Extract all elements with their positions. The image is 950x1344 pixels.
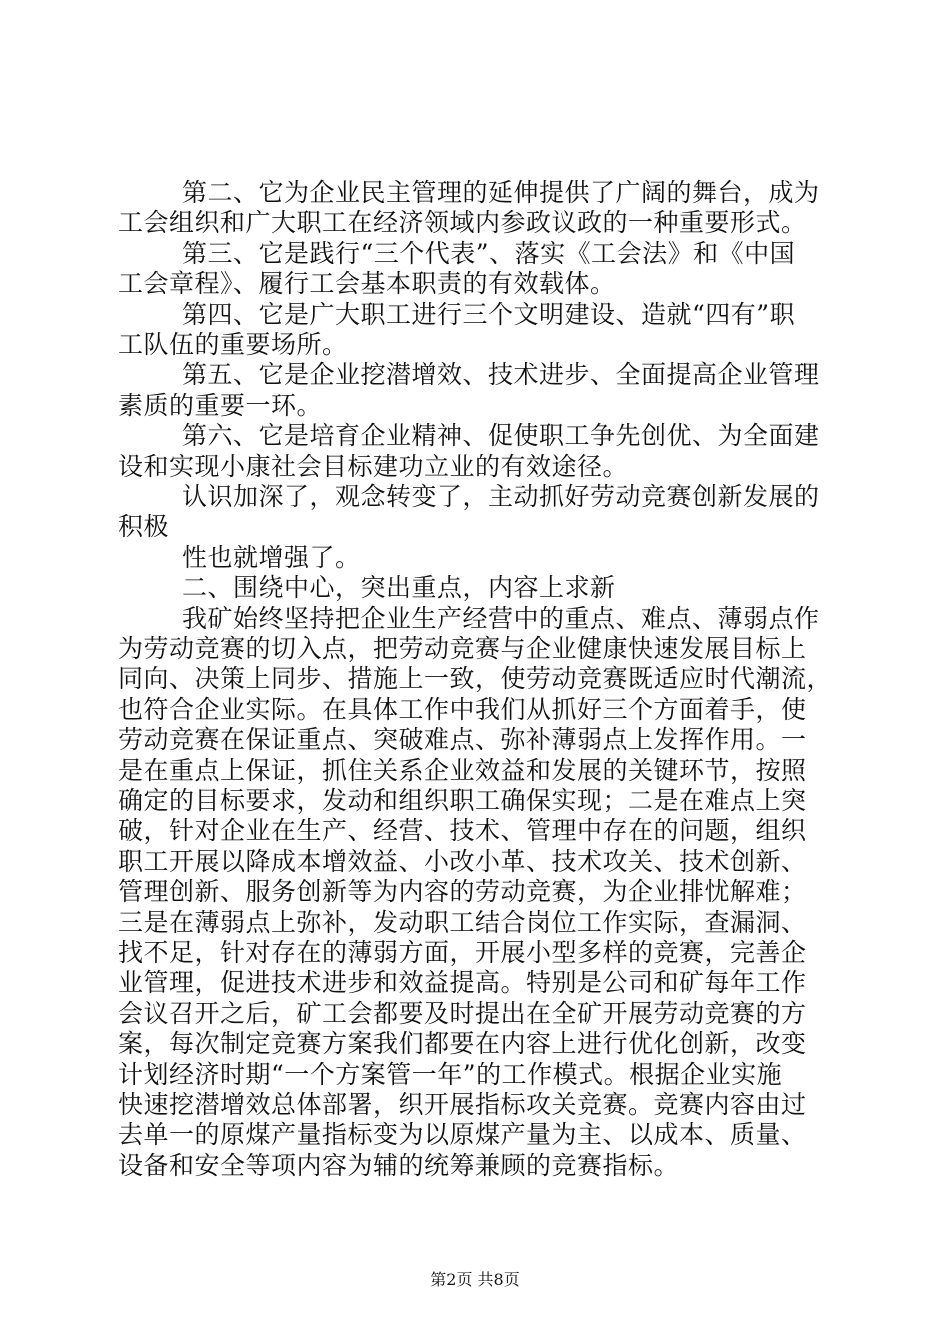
text-line: 确定的目标要求，发动和组织职工确保实现；二是在难点上突 xyxy=(118,786,807,815)
text-line: 我矿始终坚持把企业生产经营中的重点、难点、薄弱点作 xyxy=(182,603,820,633)
text-line: 性也就增强了。 xyxy=(182,542,361,572)
text-line: 工队伍的重要场所。 xyxy=(118,330,348,359)
text-line: 业管理，促进技术进步和效益提高。特别是公司和矿每年工作 xyxy=(118,968,807,998)
text-line: 也符合企业实际。在具体工作中我们从抓好三个方面着手，使 xyxy=(118,694,807,724)
text-line: 三是在薄弱点上弥补，发动职工结合岗位工作实际，查漏洞、 xyxy=(118,907,807,937)
page-number-footer: 第2页 共8页 xyxy=(430,1270,520,1289)
text-line: 认识加深了，观念转变了，主动抓好劳动竞赛创新发展的 xyxy=(182,482,820,511)
text-line: 劳动竞赛在保证重点、突破难点、弥补薄弱点上发挥作用。一 xyxy=(118,725,807,755)
text-line: 案，每次制定竞赛方案我们都要在内容上进行优化创新，改变 xyxy=(118,1029,807,1059)
text-line: 快速挖潜增效总体部署，织开展指标攻关竞赛。竞赛内容由过 xyxy=(118,1090,807,1119)
text-line: 素质的重要一环。 xyxy=(118,390,323,420)
text-line: 积极 xyxy=(118,512,170,542)
text-line: 第五、它是企业挖潜增效、技术进步、全面提高企业管理 xyxy=(182,360,820,390)
text-line: 第六、它是培育企业精神、促使职工争先创优、为全面建 xyxy=(182,421,820,451)
text-line: 第二、它为企业民主管理的延伸提供了广阔的舞台，成为 xyxy=(182,178,820,207)
text-line: 职工开展以降成本增效益、小改小革、技术攻关、技术创新、 xyxy=(118,846,807,876)
text-line: 会议召开之后，矿工会都要及时提出在全矿开展劳动竞赛的方 xyxy=(118,998,807,1028)
text-line: 计划经济时期“一个方案管一年”的工作模式。根据企业实施 xyxy=(118,1059,783,1089)
text-line: 第四、它是广大职工进行三个文明建设、造就“四有”职 xyxy=(182,299,796,329)
text-line: 找不足，针对存在的薄弱方面，开展小型多样的竞赛，完善企 xyxy=(118,938,807,967)
text-line: 同向、决策上同步、措施上一致，使劳动竞赛既适应时代潮流， xyxy=(118,664,833,694)
text-line: 设备和安全等项内容为辅的统筹兼顾的竞赛指标。 xyxy=(118,1150,680,1180)
text-line: 为劳动竞赛的切入点，把劳动竞赛与企业健康快速发展目标上 xyxy=(118,634,807,663)
text-line: 工会组织和广大职工在经济领域内参政议政的一种重要形式。 xyxy=(118,208,807,238)
text-line: 设和实现小康社会目标建功立业的有效途径。 xyxy=(118,451,629,481)
text-line: 管理创新、服务创新等为内容的劳动竞赛，为企业排忧解难； xyxy=(118,877,807,907)
text-line: 第三、它是践行“三个代表”、落实《工会法》和《中国 xyxy=(182,238,796,268)
text-line: 破，针对企业在生产、经营、技术、管理中存在的问题，组织 xyxy=(118,816,807,846)
section-heading: 二、围绕中心，突出重点，内容上求新 xyxy=(182,573,616,603)
text-line: 是在重点上保证，抓住关系企业效益和发展的关键环节，按照 xyxy=(118,755,807,785)
text-line: 去单一的原煤产量指标变为以原煤产量为主、以成本、质量、 xyxy=(118,1120,807,1150)
text-line: 工会章程》、履行工会基本职责的有效载体。 xyxy=(118,269,616,299)
